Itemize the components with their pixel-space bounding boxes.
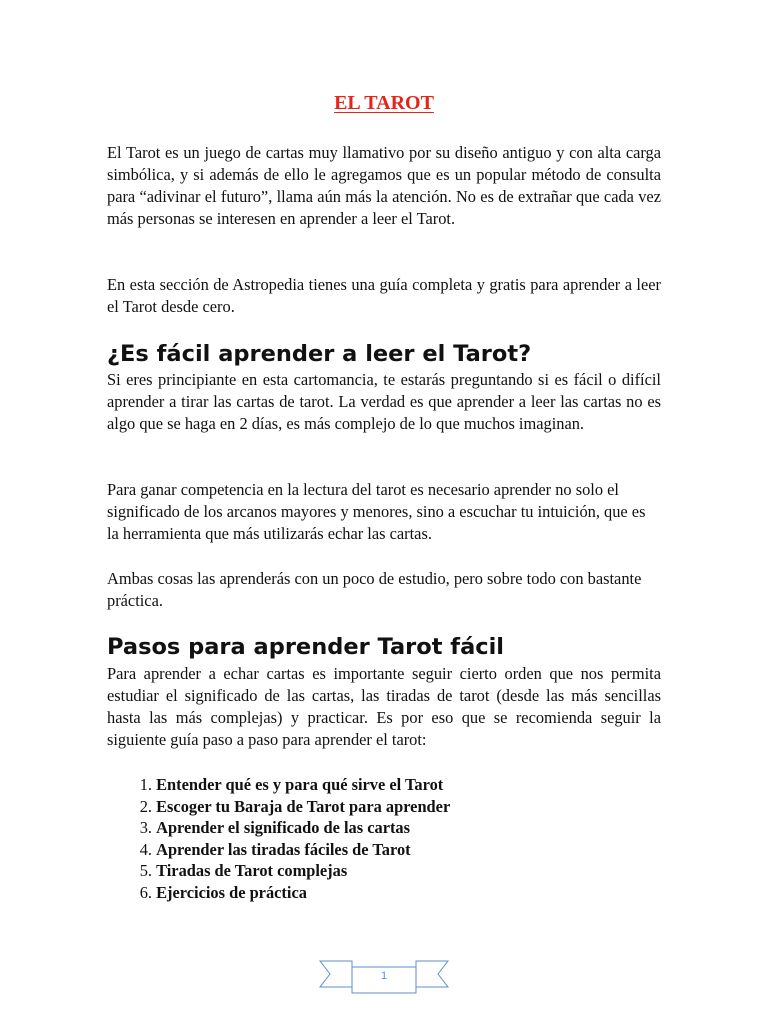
page-number: 1 (380, 970, 388, 982)
list-item (107, 796, 661, 818)
intro-paragraph-2: En esta sección de Astropedia tienes una guía completa y gratis para aprender a leer el Tarot desde cero. (107, 275, 661, 316)
intro-paragraph-1: El Tarot es un juego de cartas muy llamativo por su diseño antiguo y con alta carga simbólica, y si además de ello le agregamos que es un popular método de consulta para “adivinar el futuro”, llama aún más la atención. No es de extrañar que cada vez más personas se interesen en aprender a leer el Tarot. (107, 143, 661, 228)
list-item (107, 882, 661, 904)
list-number: 5. (139, 861, 152, 880)
list-item-text: Escoger tu Baraja de Tarot para aprender (156, 796, 451, 816)
document-title: EL TAROT (334, 92, 434, 114)
list-item-text: Aprender el significado de las cartas (156, 818, 411, 837)
list-number: 1. (139, 775, 152, 794)
list-number: 3. (139, 818, 152, 837)
steps-list (107, 774, 661, 903)
list-item (107, 860, 661, 882)
list-number: 4. (139, 839, 152, 859)
list-number: 2. (139, 796, 152, 816)
list-item (107, 817, 661, 839)
list-item-text: Aprender las tiradas fáciles de Tarot (156, 839, 411, 859)
section-1-paragraph-3: Ambas cosas las aprenderás con un poco de estudio, pero sobre todo con bastante práctica. (107, 569, 642, 610)
list-item-text: Tiradas de Tarot complejas (156, 861, 348, 880)
section-heading-steps: Pasos para aprender Tarot fácil (107, 634, 505, 660)
section-2-paragraph-1: Para aprender a echar cartas es importante seguir cierto orden que nos permita estudiar el significado de las cartas, las tiradas de tarot (desde las más sencillas hasta las más complejas) y practicar. Es por eso que se recomienda seguir la siguiente guía paso a paso para aprender el tarot: (107, 664, 661, 749)
list-number: 6. (139, 882, 152, 902)
section-heading-easy: ¿Es fácil aprender a leer el Tarot? (107, 341, 532, 367)
section-1-paragraph-2: Para ganar competencia en la lectura del tarot es necesario aprender no solo el significado de los arcanos mayores y menores, sino a escuchar tu intuición, que es la herramienta que más utilizarás echar las cartas. (107, 480, 646, 543)
list-item (107, 774, 661, 796)
section-1-paragraph-1: Si eres principiante en esta cartomancia, te estarás preguntando si es fácil o difícil aprender a tirar las cartas de tarot. La verdad es que aprender a leer las cartas no es algo que se haga en 2 días, es más complejo de lo que muchos imaginan. (107, 370, 661, 433)
list-item (107, 839, 661, 861)
list-item-text: Ejercicios de práctica (156, 882, 307, 902)
list-item-text: Entender qué es y para qué sirve el Tarot (156, 775, 444, 794)
